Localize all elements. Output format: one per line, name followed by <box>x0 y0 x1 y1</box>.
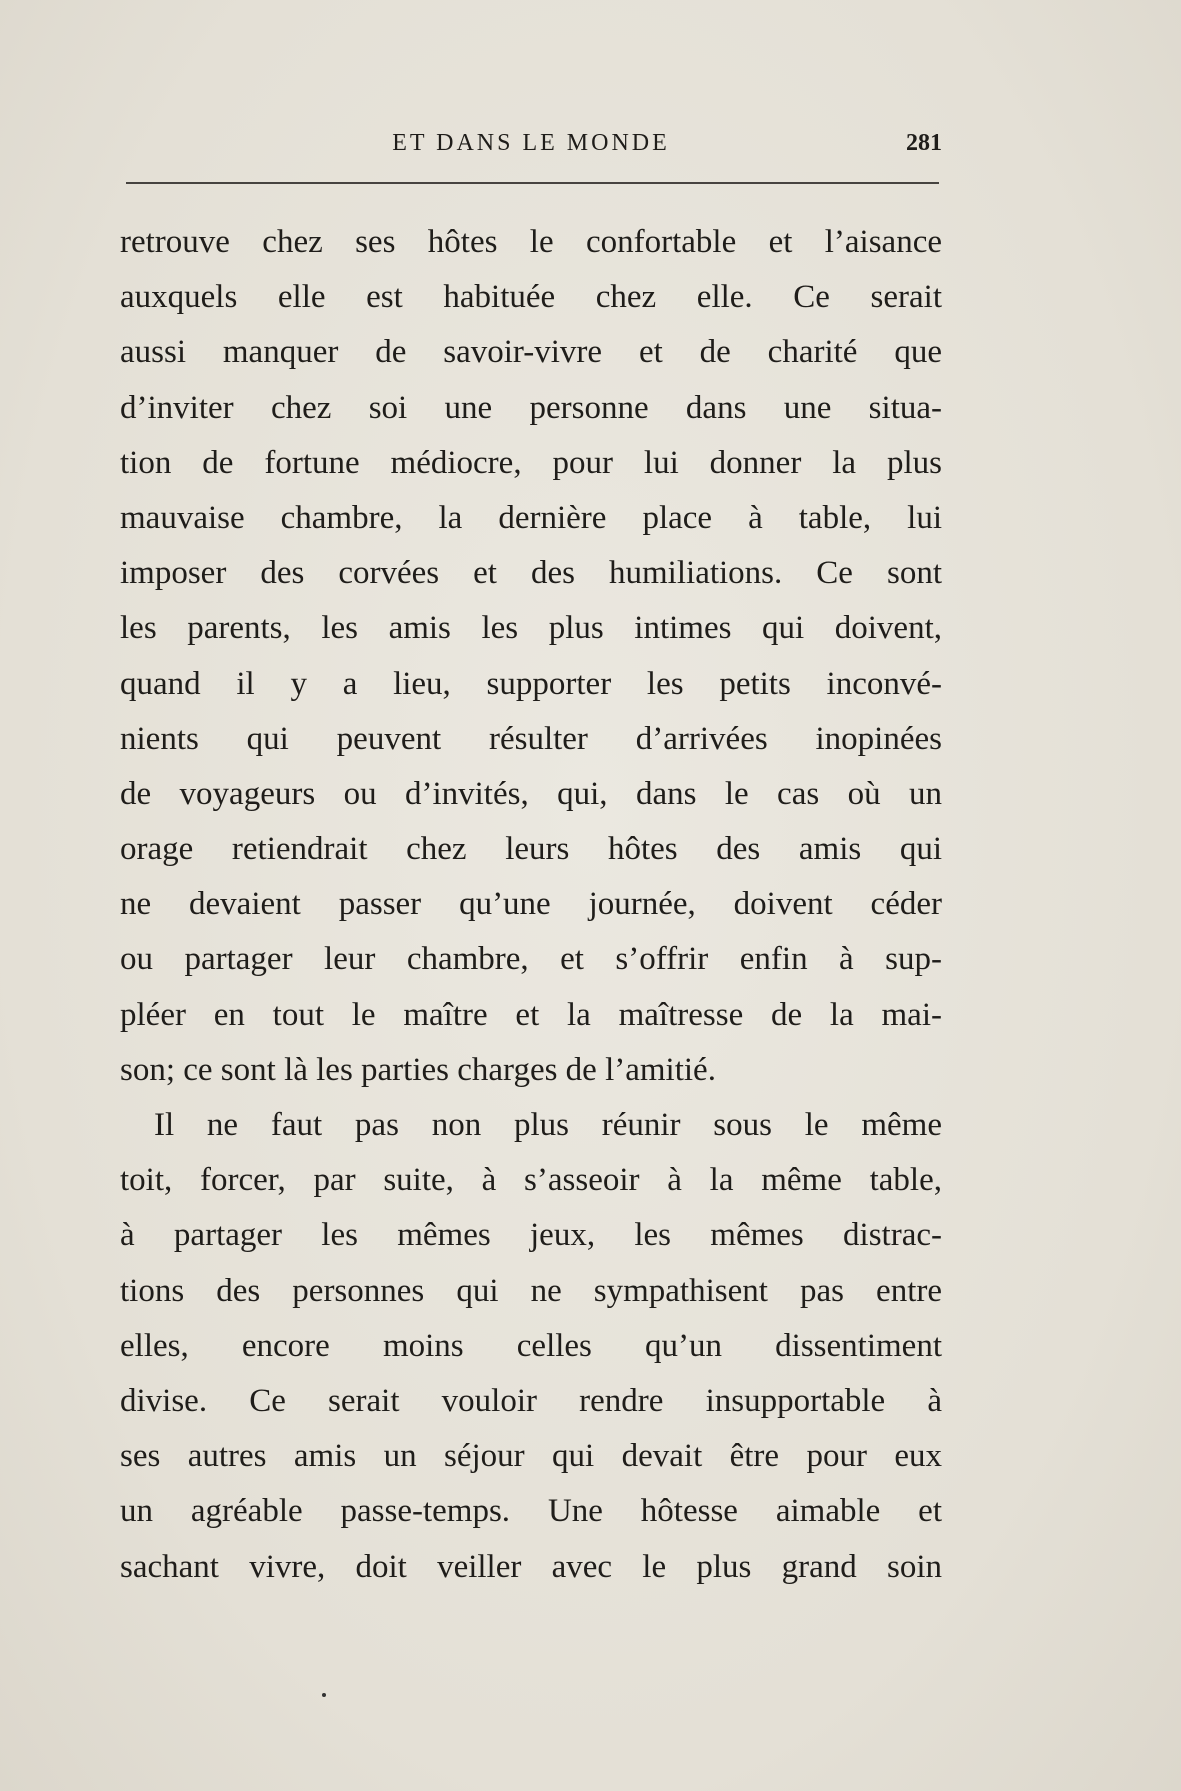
text-line: mauvaise chambre, la dernière place à table, lui <box>120 499 942 536</box>
text-line: ses autres amis un séjour qui devait être pour eux <box>120 1438 942 1475</box>
text-line: les parents, les amis les plus intimes qui doivent, <box>120 610 942 647</box>
page-header <box>120 126 942 166</box>
text-line: ou partager leur chambre, et s’offrir enfin à sup- <box>120 941 942 978</box>
text-line: tions des personnes qui ne sympathisent pas entre <box>120 1272 942 1309</box>
text-line: un agréable passe-temps. Une hôtesse aimable et <box>120 1493 942 1530</box>
body-text <box>120 215 942 1595</box>
text-line: elles, encore moins celles qu’un dissentiment <box>120 1327 942 1364</box>
page-number: 281 <box>906 130 942 156</box>
text-line: sachant vivre, doit veiller avec le plus grand soin <box>120 1548 942 1585</box>
text-line: divise. Ce serait vouloir rendre insupportable à <box>120 1382 942 1419</box>
text-line: de voyageurs ou d’invités, qui, dans le cas où un <box>120 775 942 812</box>
text-line: d’inviter chez soi une personne dans une situa- <box>120 389 942 426</box>
text-line: tion de fortune médiocre, pour lui donner la plus <box>120 444 942 481</box>
text-line: à partager les mêmes jeux, les mêmes distrac- <box>120 1217 942 1254</box>
text-line: auxquels elle est habituée chez elle. Ce serait <box>120 279 942 316</box>
text-line: quand il y a lieu, supporter les petits inconvé- <box>120 665 942 702</box>
text-line: ne devaient passer qu’une journée, doivent céder <box>120 886 942 923</box>
text-line: aussi manquer de savoir-vivre et de charité que <box>120 334 942 371</box>
text-line: retrouve chez ses hôtes le confortable et l’aisance <box>120 224 942 260</box>
paper-speck <box>322 1693 326 1697</box>
text-line: son; ce sont là les parties charges de l’amitié. <box>120 1051 716 1088</box>
text-line: toit, forcer, par suite, à s’asseoir à la même table, <box>120 1162 942 1199</box>
text-line: Il ne faut pas non plus réunir sous le même <box>154 1107 942 1143</box>
running-title: ET DANS LE MONDE <box>392 130 670 156</box>
text-line: pléer en tout le maître et la maîtresse de la mai- <box>120 996 942 1033</box>
text-line: imposer des corvées et des humiliations. Ce sont <box>120 555 942 592</box>
text-line: orage retiendrait chez leurs hôtes des amis qui <box>120 831 942 868</box>
header-rule <box>126 182 939 184</box>
text-line: nients qui peuvent résulter d’arrivées inopinées <box>120 720 942 757</box>
